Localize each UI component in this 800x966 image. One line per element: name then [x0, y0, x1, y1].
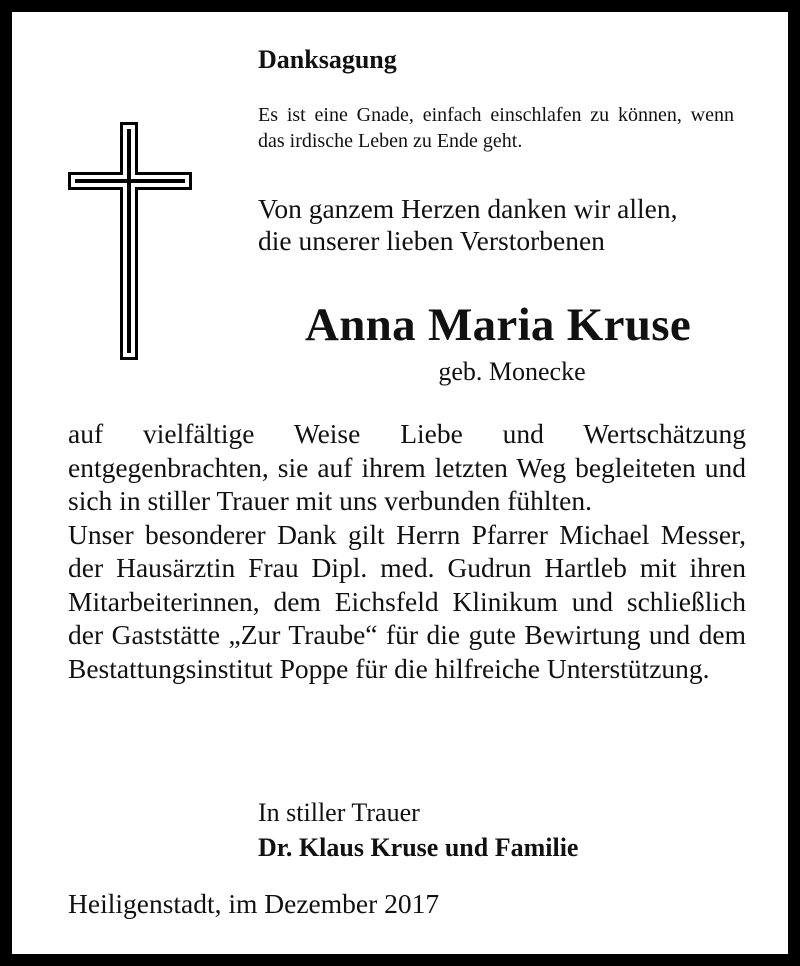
notice-body: [68, 417, 746, 685]
deceased-name: Anna Maria Kruse: [304, 299, 691, 351]
place-date: Heiligenstadt, im Dezember 2017: [68, 888, 440, 919]
cross-icon: [68, 122, 196, 360]
notice-intro: [258, 193, 758, 257]
birth-name: geb. Monecke: [438, 357, 586, 386]
thanks-paragraph: auf vielfältige Weise Liebe und Wertschätzung entgegenbrachten, sie auf ihrem letzten Weg begleiteten und sich in stiller Trauer mit uns verbunden fühlten.: [68, 418, 746, 516]
special-thanks-paragraph: Unser besonderer Dank gilt Herrn Pfarrer Michael Messer, der Hausärztin Frau Dipl. med. Gudrun Hartleb mit ihren Mitarbeiterinnen, dem Eichsfeld Klinikum und schließlich der Gaststätte „Zur Traube“ für die gute Bewirtung und dem Bestattungsinstitut Poppe für die hilfreiche Unterstützung.: [68, 518, 746, 684]
intro-line-2: die unserer lieben Verstorbenen: [258, 225, 605, 256]
intro-line-1: Von ganzem Herzen danken wir allen,: [258, 193, 678, 224]
signature: Dr. Klaus Kruse und Familie: [258, 833, 579, 862]
closing-line: In stiller Trauer: [258, 798, 420, 827]
notice-heading: Danksagung: [258, 45, 397, 74]
notice-quote: Es ist eine Gnade, einfach einschlafen zu können, wenn das irdische Leben zu Ende geht.: [258, 104, 734, 152]
